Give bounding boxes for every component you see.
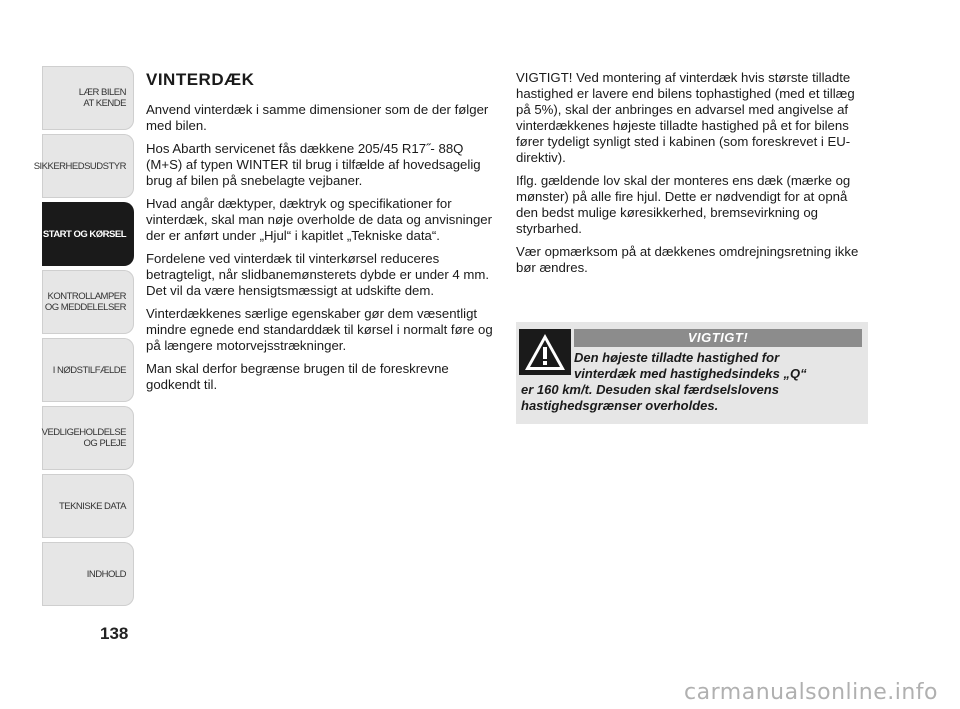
tab-kontrollamper[interactable] — [42, 270, 134, 334]
paragraph: Vinterdækkenes særlige egenskaber gør dem væsentligt mindre egnede end standarddæk til kørsel i normalt føre og på længere motorvejsstrækninger. — [146, 306, 493, 353]
tab-label: LÆR BILEN AT KENDE — [78, 87, 126, 109]
tab-start-og-korsel[interactable] — [42, 202, 134, 266]
watermark: carmanualsonline.info — [684, 680, 938, 705]
tab-indhold[interactable] — [42, 542, 134, 606]
paragraph: Anvend vinterdæk i samme dimensioner som de der følger med bilen. — [146, 102, 489, 133]
tab-vedligeholdelse[interactable] — [42, 406, 134, 470]
tab-label: TEKNISKE DATA — [58, 500, 126, 512]
tab-label: SIKKERHEDSUDSTYR — [33, 160, 126, 172]
page-number: 138 — [100, 624, 129, 643]
tab-sikkerhedsudstyr[interactable] — [33, 134, 134, 198]
warning-box — [516, 322, 868, 424]
left-column — [146, 70, 496, 400]
section-heading: VINTERDÆK — [146, 70, 255, 89]
chapter-tabs — [33, 66, 134, 610]
tab-label: VEDLIGEHOLDELSE OG PLEJE — [41, 427, 126, 449]
paragraph: Man skal derfor begrænse brugen til de foreskrevne godkendt til. — [146, 361, 449, 392]
tab-laer-bilen-at-kende[interactable] — [42, 66, 134, 130]
paragraph: Hos Abarth servicenet fås dækkene 205/45 R17˝- 88Q (M+S) af typen WINTER til brug i tilfælde af hovedsagelig brug af bilen på snebelagte vejbaner. — [146, 141, 481, 188]
warning-line-rest: er 160 km/t. Desuden skal færdselslovens hastighedsgrænser overholdes. — [521, 382, 779, 413]
tab-i-nodstilfaelde[interactable] — [42, 338, 134, 402]
tab-label: KONTROLLAMPER OG MEDDELELSER — [44, 291, 126, 313]
warning-line-1: Den højeste tilladte hastighed for — [574, 350, 780, 365]
paragraph: Iflg. gældende lov skal der monteres ens dæk (mærke og mønster) på alle fire hjul. Dette er nødvendigt for at opnå den bedst mulige køresikkerhed, bremsevirkning og styrbarhed. — [516, 173, 851, 236]
warning-title: VIGTIGT! — [574, 329, 862, 347]
paragraph: Fordelene ved vinterdæk til vinterkørsel reduceres betragteligt, når slidbanemønsterets dybde er under 4 mm. Det vil da være hensigtsmæssigt at udskifte dem. — [146, 251, 490, 298]
warning-text — [521, 350, 866, 414]
warning-line-2: vinterdæk med hastighedsindeks „Q“ — [574, 366, 807, 381]
tab-label: INDHOLD — [86, 568, 126, 580]
tab-label: I NØDSTILFÆLDE — [52, 364, 126, 376]
paragraph: Vær opmærksom på at dækkenes omdrejningsretning ikke bør ændres. — [516, 244, 859, 275]
paragraph: Hvad angår dæktyper, dæktryk og specifikationer for vinterdæk, skal man nøje overholde de data og anvisninger der er anført under „Hjul“ i kapitlet „Tekniske data“. — [146, 196, 493, 243]
paragraph: VIGTIGT! Ved montering af vinterdæk hvis største tilladte hastighed er lavere end bilens tophastighed (med et tillæg på 5%), skal der anbringes en advarsel med angivelse af vinterdækkenes højeste tilladte hastighed på et for bilens fører tydeligt synligt sted i kabinen (som foreskrevet i EU-direktiv). — [516, 70, 855, 165]
tab-tekniske-data[interactable] — [42, 474, 134, 538]
right-column — [516, 70, 868, 283]
tab-label: START OG KØRSEL — [42, 228, 126, 240]
